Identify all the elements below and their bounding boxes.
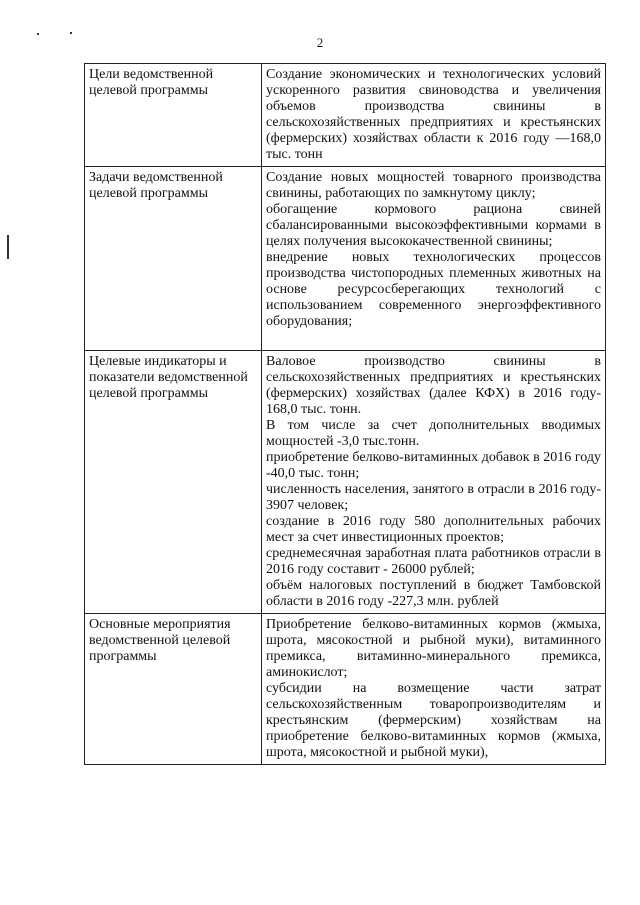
row-label: Основные мероприятия ведомственной целевой программы	[85, 614, 262, 765]
scan-margin-line	[7, 235, 9, 259]
paragraph: субсидии на возмещение части затрат сельскохозяйственным товаропроизводителям и крестьянским (фермерским) хозяйствам на приобретение белково-витаминных кормов (жмыха, шрота, мясокостной и рыбной муки),	[266, 681, 601, 760]
paragraph: обогащение кормового рациона свиней сбалансированными высокоэффективными кормами в целях получения высококачественной свинины;	[266, 202, 601, 249]
row-content	[262, 351, 606, 614]
row-label: Цели ведомственной целевой программы	[85, 64, 262, 167]
paragraph: приобретение белково-витаминных добавок в 2016 году -40,0 тыс. тонн;	[266, 450, 601, 481]
paragraph: внедрение новых технологических процессов производства чистопородных племенных животных на основе ресурсосберегающих технологий с использованием современного энергоэффективного оборудования;	[266, 250, 601, 329]
table-row-goals	[85, 64, 606, 167]
table-row-indicators	[85, 351, 606, 614]
row-label: Целевые индикаторы и показатели ведомственной целевой программы	[85, 351, 262, 614]
paragraph: Приобретение белково-витаминных кормов (жмыха, шрота, мясокостной и рыбной муки), витаминного премикса, витаминно-минерального премикса, аминокислот;	[266, 617, 601, 680]
paragraph: численность населения, занятого в отрасли в 2016 году- 3907 человек;	[266, 482, 601, 513]
scan-dot-right	[70, 32, 72, 34]
program-passport-table	[84, 63, 606, 765]
paragraph: Создание экономических и технологических условий ускоренного развития свиноводства и увеличения объемов производства свинины в сельскохозяйственных предприятиях и крестьянских (фермерских) хозяйствах области к 2016 году —168,0 тыс. тонн	[266, 67, 601, 162]
paragraph: В том числе за счет дополнительных вводимых мощностей -3,0 тыс.тонн.	[266, 418, 601, 449]
row-content	[262, 614, 606, 765]
row-label: Задачи ведомственной целевой программы	[85, 167, 262, 351]
table-row-tasks	[85, 167, 606, 351]
paragraph: Создание новых мощностей товарного производства свинины, работающих по замкнутому циклу;	[266, 170, 601, 201]
row-content	[262, 167, 606, 351]
paragraph: создание в 2016 году 580 дополнительных рабочих мест за счет инвестиционных проектов;	[266, 514, 601, 545]
paragraph: объём налоговых поступлений в бюджет Тамбовской области в 2016 году -227,3 млн. рублей	[266, 578, 601, 609]
paragraph: Валовое производство свинины в сельскохозяйственных предприятиях и крестьянских (фермерских) хозяйствах (далее КФХ) в 2016 году- 168,0 тыс. тонн.	[266, 354, 601, 417]
table-row-activities	[85, 614, 606, 765]
row-content	[262, 64, 606, 167]
paragraph: среднемесячная заработная плата работников отрасли в 2016 году составит - 26000 рублей;	[266, 546, 601, 577]
page-number: 2	[316, 35, 324, 50]
